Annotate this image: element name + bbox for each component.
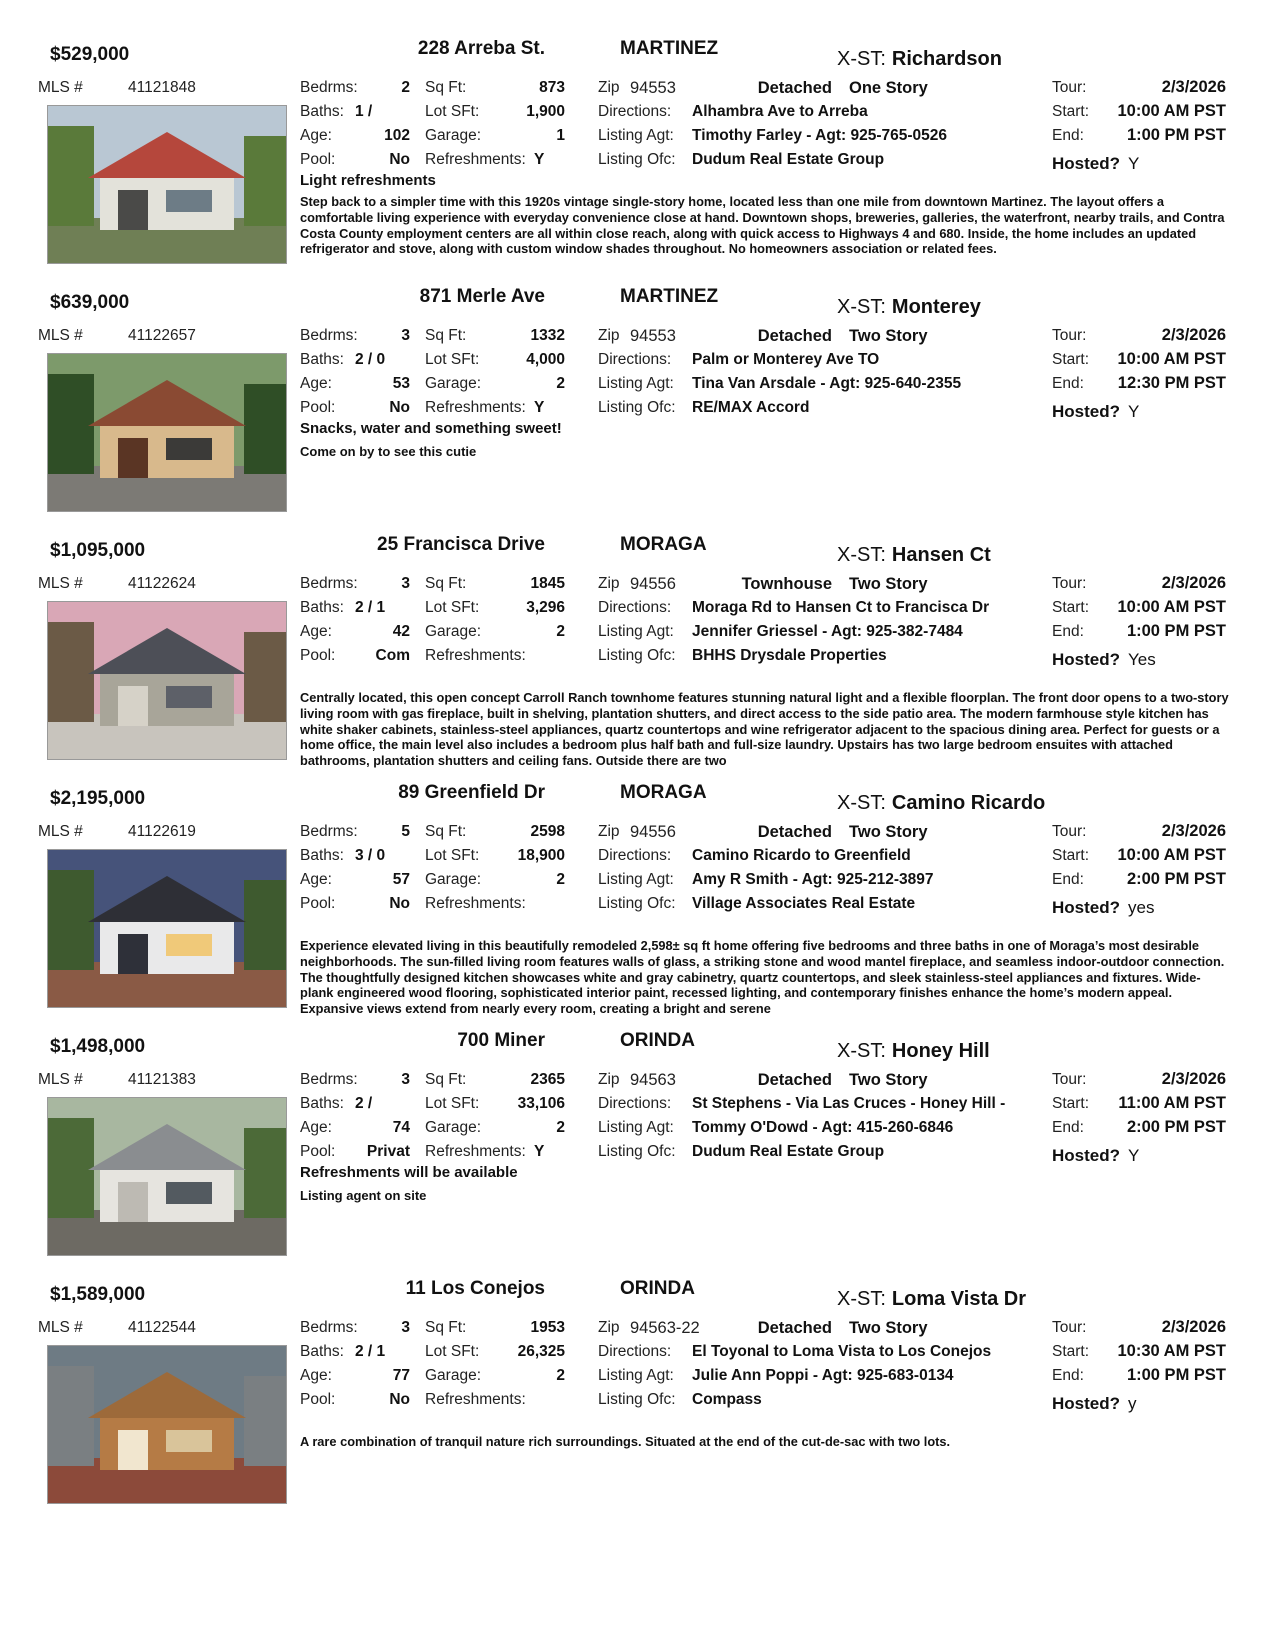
listing-agent-value: Amy R Smith - Agt: 925-212-3897 [692,871,934,888]
mls-label: MLS # [38,327,83,344]
tour-date: 2/3/2026 [1161,78,1226,96]
property-remarks: Experience elevated living in this beautifully remodeled 2,598± sq ft home offering five bedrooms and three baths in one of Moraga’s most desirable neighborhoods. The sun-filled living room features walls of glass, a striking stone and wood mantel fireplace, and seamless indoor-outdoor connection. The thoughtfully designed kitchen showcases white and gray cabinetry, quartz countertops, and sleek stainless-steel appliances and fixtures. Wide-plank engineered wood flooring, sophisticated interior paint, recessed lighting, and contemporary finishes enhance the home’s modern appeal. Expansive views extend from nearly every room, creating a bright and serene [300,938,1225,1017]
cross-street [837,1288,1026,1311]
baths-label: Baths: [300,847,344,864]
listing-city: MARTINEZ [620,38,719,59]
garage-label: Garage: [425,623,482,640]
lot-sqft-label: Lot SFt: [425,847,480,864]
listing-card [0,1270,1275,1530]
age-value: 102 [384,127,410,144]
pool-value: No [389,151,410,168]
baths-label: Baths: [300,351,344,368]
stories: One Story [849,79,928,97]
end-label: End: [1052,375,1084,392]
house-photo-icon [48,106,286,263]
refreshments-label: Refreshments: [425,647,526,664]
lot-sqft-label: Lot SFt: [425,1343,480,1360]
age-value: 57 [392,871,410,888]
hosted-label: Hosted? [1052,402,1120,421]
pool-label: Pool: [300,151,336,168]
mls-number: 41122624 [128,575,196,592]
listing-price: $639,000 [50,292,130,313]
start-label: Start: [1052,351,1090,368]
age-value: 53 [392,375,410,392]
property-type: Townhouse [741,575,832,593]
lot-sqft-value: 33,106 [517,1095,565,1112]
directions-value: Moraga Rd to Hansen Ct to Francisca Dr [692,599,990,616]
sqft-value: 873 [539,79,565,96]
listing-agent-value: Tommy O'Dowd - Agt: 415-260-6846 [692,1119,954,1136]
cross-street-label: X-ST: [837,296,886,318]
garage-value: 2 [556,623,565,640]
listing-photo [47,1097,287,1256]
directions-label: Directions: [598,351,672,368]
baths-label: Baths: [300,1343,344,1360]
tour-label: Tour: [1052,823,1087,840]
sqft-value: 2365 [530,1071,565,1088]
age-label: Age: [300,375,332,392]
age-value: 42 [392,623,410,640]
note-primary: Light refreshments [300,172,436,189]
property-type: Detached [757,1319,832,1337]
listing-office-value: Dudum Real Estate Group [692,1143,885,1160]
pool-value: No [389,895,410,912]
listing-agent-label: Listing Agt: [598,623,674,640]
start-time: 10:30 AM PST [1117,1342,1226,1360]
mls-label: MLS # [38,575,83,592]
mls-number: 41122657 [128,327,196,344]
mls-number: 41121383 [128,1071,196,1088]
baths-label: Baths: [300,599,344,616]
garage-value: 2 [556,871,565,888]
pool-value: No [389,1391,410,1408]
end-label: End: [1052,127,1084,144]
zip-label: Zip [598,575,620,592]
zip-label: Zip [598,823,620,840]
lot-sqft-value: 3,296 [526,599,565,616]
start-label: Start: [1052,103,1090,120]
pool-label: Pool: [300,647,336,664]
zip-label: Zip [598,327,620,344]
cross-street-label: X-ST: [837,1288,886,1310]
hosted-indicator [1052,1394,1137,1414]
age-label: Age: [300,871,332,888]
directions-label: Directions: [598,1343,672,1360]
listing-office-value: BHHS Drysdale Properties [692,647,887,664]
listing-agent-value: Tina Van Arsdale - Agt: 925-640-2355 [692,375,962,392]
baths-label: Baths: [300,103,344,120]
bedrooms-value: 3 [401,1071,410,1088]
bedrooms-label: Bedrms: [300,1319,358,1336]
pool-value: No [389,399,410,416]
garage-label: Garage: [425,1367,482,1384]
cross-street-value: Hansen Ct [891,544,991,566]
sqft-label: Sq Ft: [425,1319,467,1336]
refreshments-label: Refreshments: [425,399,526,416]
listing-photo [47,353,287,512]
hosted-label: Hosted? [1052,1146,1120,1165]
start-time: 11:00 AM PST [1118,1094,1226,1112]
tour-date: 2/3/2026 [1161,1318,1226,1336]
sqft-label: Sq Ft: [425,823,467,840]
bedrooms-label: Bedrms: [300,575,358,592]
listing-city: MORAGA [620,534,707,555]
garage-label: Garage: [425,127,482,144]
zip-label: Zip [598,1319,620,1336]
end-time: 1:00 PM PST [1126,1366,1226,1384]
cross-street-label: X-ST: [837,48,886,70]
directions-label: Directions: [598,599,672,616]
lot-sqft-value: 18,900 [517,847,565,864]
end-time: 12:30 PM PST [1117,374,1226,392]
refreshments-value: Y [534,151,545,168]
zip-value: 94553 [630,79,676,97]
listing-office-label: Listing Ofc: [598,1391,676,1408]
listing-office-value: Compass [692,1391,762,1408]
zip-value: 94556 [630,823,676,841]
age-label: Age: [300,623,332,640]
zip-label: Zip [598,79,620,96]
listing-photo [47,601,287,760]
listing-office-label: Listing Ofc: [598,647,676,664]
stories: Two Story [849,1071,928,1089]
cross-street-value: Richardson [891,48,1002,70]
zip-value: 94563 [630,1071,676,1089]
pool-label: Pool: [300,399,336,416]
house-photo-icon [48,850,286,1007]
listing-city: ORINDA [620,1030,695,1051]
listing-address: 89 Greenfield Dr [398,782,545,803]
listing-price: $1,589,000 [50,1284,146,1305]
listing-price: $1,095,000 [50,540,146,561]
garage-value: 2 [556,1119,565,1136]
property-type: Detached [757,1071,832,1089]
listing-price: $529,000 [50,44,130,65]
bedrooms-label: Bedrms: [300,823,358,840]
refreshments-label: Refreshments: [425,151,526,168]
mls-number: 41122619 [128,823,196,840]
start-time: 10:00 AM PST [1117,350,1226,368]
tour-label: Tour: [1052,79,1087,96]
cross-street [837,296,981,319]
cross-street-value: Honey Hill [891,1040,990,1062]
listing-city: ORINDA [620,1278,695,1299]
listing-agent-value: Julie Ann Poppi - Agt: 925-683-0134 [692,1367,954,1384]
garage-value: 1 [556,127,565,144]
listing-address: 871 Merle Ave [419,286,545,307]
hosted-label: Hosted? [1052,650,1120,669]
cross-street-value: Loma Vista Dr [891,1288,1027,1310]
directions-value: Alhambra Ave to Arreba [692,103,868,120]
bedrooms-value: 2 [401,79,410,96]
pool-value: Privat [366,1143,410,1160]
sqft-value: 1332 [530,327,565,344]
mls-label: MLS # [38,1071,83,1088]
note-secondary: Come on by to see this cutie [300,444,477,459]
bedrooms-label: Bedrms: [300,79,358,96]
property-type: Detached [757,327,832,345]
cross-street [837,792,1045,815]
listing-agent-label: Listing Agt: [598,1367,674,1384]
baths-value: 2 / [355,1095,373,1112]
bedrooms-label: Bedrms: [300,327,358,344]
start-time: 10:00 AM PST [1117,846,1226,864]
tour-label: Tour: [1052,327,1087,344]
tour-label: Tour: [1052,1319,1087,1336]
cross-street-label: X-ST: [837,1040,886,1062]
listing-card [0,774,1275,1034]
hosted-value: Y [1128,154,1140,173]
note-secondary: Listing agent on site [300,1188,427,1203]
directions-value: St Stephens - Via Las Cruces - Honey Hill - [692,1095,1006,1112]
age-label: Age: [300,1367,332,1384]
listing-agent-label: Listing Agt: [598,871,674,888]
directions-label: Directions: [598,103,672,120]
hosted-value: Yes [1128,650,1156,669]
directions-label: Directions: [598,847,672,864]
start-time: 10:00 AM PST [1117,598,1226,616]
baths-value: 2 / 1 [355,1343,386,1360]
cross-street [837,1040,990,1063]
start-label: Start: [1052,1343,1090,1360]
hosted-value: Y [1128,402,1140,421]
hosted-label: Hosted? [1052,1394,1120,1413]
hosted-value: yes [1128,898,1155,917]
garage-label: Garage: [425,1119,482,1136]
refreshments-label: Refreshments: [425,1143,526,1160]
sqft-label: Sq Ft: [425,327,467,344]
property-type: Detached [757,79,832,97]
lot-sqft-value: 26,325 [517,1343,565,1360]
lot-sqft-label: Lot SFt: [425,1095,480,1112]
start-label: Start: [1052,1095,1090,1112]
listing-address: 700 Miner [457,1030,545,1051]
garage-label: Garage: [425,375,482,392]
listing-agent-value: Timothy Farley - Agt: 925-765-0526 [692,127,947,144]
stories: Two Story [849,575,928,593]
bedrooms-value: 5 [401,823,410,840]
pool-label: Pool: [300,1143,336,1160]
hosted-value: Y [1128,1146,1140,1165]
baths-value: 1 / [355,103,373,120]
sqft-label: Sq Ft: [425,79,467,96]
cross-street-value: Camino Ricardo [891,792,1046,814]
property-remarks: A rare combination of tranquil nature rich surroundings. Situated at the end of the cut-de-sac with two lots. [300,1434,951,1449]
listing-office-value: Village Associates Real Estate [692,895,916,912]
end-label: End: [1052,871,1084,888]
pool-value: Com [375,647,410,664]
listing-card [0,1022,1275,1282]
zip-value: 94563-22 [630,1319,700,1337]
baths-value: 2 / 1 [355,599,386,616]
note-primary: Refreshments will be available [300,1164,518,1181]
hosted-value: y [1128,1394,1137,1413]
listing-office-label: Listing Ofc: [598,1143,676,1160]
stories: Two Story [849,1319,928,1337]
sqft-value: 1953 [530,1319,565,1336]
refreshments-value: Y [534,399,545,416]
age-label: Age: [300,1119,332,1136]
start-label: Start: [1052,599,1090,616]
baths-label: Baths: [300,1095,344,1112]
cross-street [837,544,991,567]
listing-agent-value: Jennifer Griessel - Agt: 925-382-7484 [692,623,963,640]
hosted-label: Hosted? [1052,154,1120,173]
listing-city: MARTINEZ [620,286,719,307]
pool-label: Pool: [300,895,336,912]
listing-office-label: Listing Ofc: [598,399,676,416]
end-time: 2:00 PM PST [1126,1118,1226,1136]
sqft-value: 2598 [530,823,565,840]
hosted-indicator [1052,154,1139,174]
baths-value: 3 / 0 [355,847,386,864]
cross-street-label: X-ST: [837,544,886,566]
listing-photo [47,105,287,264]
listing-address: 25 Francisca Drive [377,534,545,555]
hosted-indicator [1052,402,1139,422]
end-label: End: [1052,1119,1084,1136]
cross-street-value: Monterey [891,296,981,318]
tour-label: Tour: [1052,575,1087,592]
property-remarks: Step back to a simpler time with this 1920s vintage single-story home, located less than one mile from downtown Martinez. The layout offers a comfortable living experience with everyday convenience close at hand. Downtown shops, breweries, galleries, the waterfront, nearby trails, and Contra Costa County employment centers are all within close reach, along with quick access to Highways 4 and 680. Inside, the home includes an updated refrigerator and stove, along with custom window shades throughout. No homeowners association or related fees. [300,194,1225,257]
directions-value: El Toyonal to Loma Vista to Los Conejos [692,1343,992,1360]
property-remarks: Centrally located, this open concept Carroll Ranch townhome features stunning natural light and a flexible floorplan. The front door opens to a two-story living room with gas fireplace, built in shelving, plantation shutters, and direct access to the side patio area. The modern farmhouse style kitchen has white shaker cabinets, stainless-steel appliances, quartz countertops and wine refrigerator adjacent to the spacious dining area. Perfect for guests or a home office, the main level also includes a bedroom plus half bath and full-size laundry. Upstairs has two large bedroom ensuites with attached bathrooms, plantation shutters and ceiling fans. Outside there are two [300,690,1229,769]
tour-date: 2/3/2026 [1161,574,1226,592]
end-label: End: [1052,623,1084,640]
listing-office-label: Listing Ofc: [598,895,676,912]
hosted-indicator [1052,650,1156,670]
listing-address: 228 Arreba St. [417,38,545,59]
listing-card [0,278,1275,538]
bedrooms-value: 3 [401,575,410,592]
directions-label: Directions: [598,1095,672,1112]
directions-value: Camino Ricardo to Greenfield [692,847,911,864]
lot-sqft-value: 4,000 [526,351,565,368]
bedrooms-value: 3 [401,327,410,344]
tour-date: 2/3/2026 [1161,822,1226,840]
end-time: 1:00 PM PST [1126,622,1226,640]
age-label: Age: [300,127,332,144]
zip-label: Zip [598,1071,620,1088]
end-label: End: [1052,1367,1084,1384]
stories: Two Story [849,327,928,345]
sqft-label: Sq Ft: [425,1071,467,1088]
hosted-indicator [1052,1146,1139,1166]
lot-sqft-label: Lot SFt: [425,351,480,368]
mls-number: 41121848 [128,79,196,96]
garage-label: Garage: [425,871,482,888]
sqft-label: Sq Ft: [425,575,467,592]
house-photo-icon [48,354,286,511]
tour-date: 2/3/2026 [1161,326,1226,344]
listing-city: MORAGA [620,782,707,803]
property-type: Detached [757,823,832,841]
sqft-value: 1845 [530,575,565,592]
listing-photo [47,849,287,1008]
listing-agent-label: Listing Agt: [598,127,674,144]
garage-value: 2 [556,375,565,392]
hosted-indicator [1052,898,1154,918]
listing-office-label: Listing Ofc: [598,151,676,168]
mls-label: MLS # [38,823,83,840]
listing-agent-label: Listing Agt: [598,1119,674,1136]
garage-value: 2 [556,1367,565,1384]
listing-address: 11 Los Conejos [405,1278,545,1299]
hosted-label: Hosted? [1052,898,1120,917]
house-photo-icon [48,1346,286,1503]
listing-photo [47,1345,287,1504]
mls-label: MLS # [38,1319,83,1336]
refreshments-value: Y [534,1143,545,1160]
age-value: 77 [392,1367,410,1384]
end-time: 1:00 PM PST [1126,126,1226,144]
house-photo-icon [48,602,286,759]
listing-price: $1,498,000 [50,1036,146,1057]
lot-sqft-label: Lot SFt: [425,599,480,616]
cross-street [837,48,1002,71]
house-photo-icon [48,1098,286,1255]
pool-label: Pool: [300,1391,336,1408]
mls-number: 41122544 [128,1319,196,1336]
bedrooms-label: Bedrms: [300,1071,358,1088]
tour-label: Tour: [1052,1071,1087,1088]
bedrooms-value: 3 [401,1319,410,1336]
listing-price: $2,195,000 [50,788,146,809]
cross-street-label: X-ST: [837,792,886,814]
directions-value: Palm or Monterey Ave TO [692,351,880,368]
start-time: 10:00 AM PST [1117,102,1226,120]
listing-office-value: RE/MAX Accord [692,399,810,416]
listing-office-value: Dudum Real Estate Group [692,151,885,168]
zip-value: 94553 [630,327,676,345]
age-value: 74 [392,1119,410,1136]
refreshments-label: Refreshments: [425,895,526,912]
end-time: 2:00 PM PST [1126,870,1226,888]
baths-value: 2 / 0 [355,351,386,368]
zip-value: 94556 [630,575,676,593]
listing-card [0,526,1275,786]
listing-agent-label: Listing Agt: [598,375,674,392]
lot-sqft-value: 1,900 [526,103,565,120]
lot-sqft-label: Lot SFt: [425,103,480,120]
refreshments-label: Refreshments: [425,1391,526,1408]
start-label: Start: [1052,847,1090,864]
note-primary: Snacks, water and something sweet! [300,420,562,437]
listing-card [0,30,1275,290]
tour-date: 2/3/2026 [1161,1070,1226,1088]
stories: Two Story [849,823,928,841]
mls-label: MLS # [38,79,83,96]
